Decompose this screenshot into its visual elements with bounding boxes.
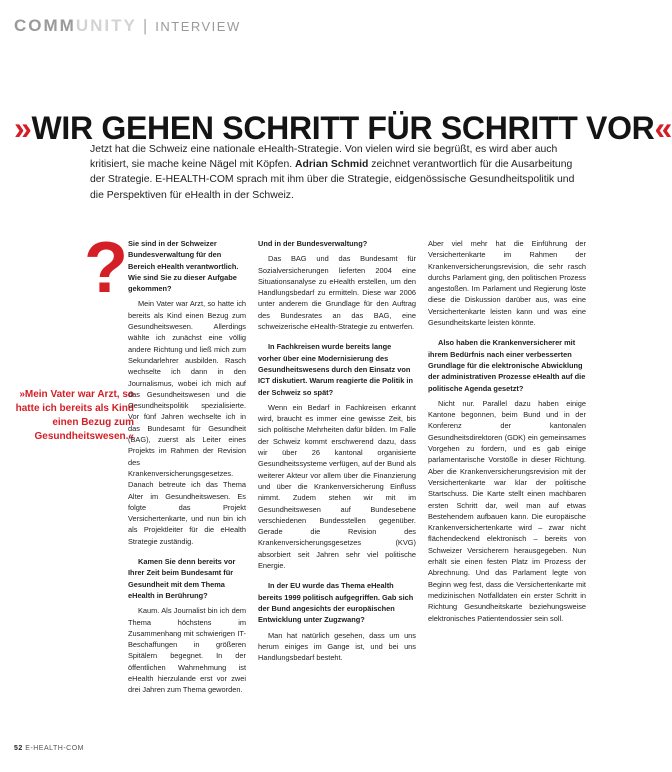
question-mark-graphic: ? — [84, 228, 128, 308]
section-divider: | — [142, 16, 150, 35]
answer: Man hat natürlich gesehen, dass um uns herum einiges im Gange ist, und bei uns Handlungsbedarf besteht. — [258, 630, 416, 663]
answer: Das BAG und das Bundesamt für Sozialversicherungen lieferten 2004 eine Situationsanalyse zu eHealth erstellen, um den Handlungsbedarf zu ermitteln. Diese war 2006 unter anderem die Grundlage für den Auftrag des Bundesrates an das BAG, eine schweizerische eHealth-Strategie zu entwerfen. — [258, 254, 416, 332]
page-footer — [14, 745, 84, 752]
subsection-label: INTERVIEW — [155, 19, 241, 34]
question: Und in der Bundesverwaltung? — [258, 239, 368, 248]
headline-text: WIR GEHEN SCHRITT FÜR SCHRITT VOR — [31, 110, 655, 146]
lead-text-1: Jetzt hat die Schweiz eine nationale eHealth-Strategie. Von vielen wird sie begrüßt, es wird aber auch kritisiert, sie mache keine Nägel mit Köpfen. — [90, 144, 558, 171]
section-name-bold: COMM — [14, 16, 76, 35]
answer: Mein Vater war Arzt, so hatte ich bereits als Kind einen Bezug zum Gesundheitswesen. Allerdings wählte ich zunächst eine völlig andere Richtung und ließ mich zum Sekundarlehrer ausbilden. Rasch wechselte ich dann in den Journalismus, wobei ich mich auf das Gesundheitswesen und die Gesundheitspolitik spezialisierte. Vor fünf Jahren wechselte ich in das Bundesamt für Gesundheit (BAG), zuerst als Leiter eines Projekts im Rahmen der Revision des Krankenversicherungsgesetzes. Danach betreute ich das Thema Alter im Gesundheitswesen. Es folgte das Projekt Versichertenkarte, und nun bin ich als Projektleiter für die eHealth Strategie zuständig. — [128, 299, 246, 546]
answer: Wenn ein Bedarf in Fachkreisen erkannt wird, braucht es immer eine gewisse Zeit, bis sich politische Mehrheiten dafür bilden. Im Falle der Schweiz kommt erschwerend dazu, dass wir über 26 kantonal organisierte Gesundheitssysteme verfügen, auf der Bund als weiterer Akteur vor allem über die Finanzierung und über die Krankenversicherung Einfluss nimmt. Zudem stehen wir mit im Gesundheitswesen auf Bundesebene verschiedenen Bundesstellen gegenüber. Gerade die Revision des Krankenversicherungsgesetzes (KVG) absorbiert seit Jahren sehr viel politische Energie. — [258, 402, 416, 571]
lead-paragraph — [90, 142, 586, 203]
column-2 — [258, 238, 416, 663]
headline-open-quote: » — [14, 110, 32, 146]
lead-text-2: zeichnet verantwortlich für die Ausarbeitung der Strategie. E-HEALTH-COM sprach mit ihm über die Strategie, eidgenössische Gesundheitspolitik und die Perspektiven für eHealth in der Schweiz. — [90, 159, 575, 201]
question: Sie sind in der Schweizer Bundesverwaltung für den Bereich eHealth verantwortlich. Wie sind Sie zu dieser Aufgabe gekommen? — [128, 239, 239, 294]
pull-quote: »Mein Vater war Arzt, so hatte ich bereits als Kind einen Bezug zum Gesundheitswesen.« — [15, 389, 134, 442]
answer: Nicht nur. Parallel dazu haben einige Kantone begonnen, beim Bund und in der Konferenz der kantonalen Gesundheitsdirektoren (GDK) ein gemeinsames Vorgehen zu fordern, und es gab einige parlamentarische Vorstöße in dieser Richtung. Aber die Krankenversicherungsrevision mit der Versichertenkarte war klar der politische Startschuss. Die Karte stellt einen machbaren ersten Schritt dar, weil man auf etwas Bestehendem aufbauen kann. Die europäische Krankenversichertenkarte wird – zwar nicht flächendeckend elektronisch – bereits von Schweizer Versicherern herausgegeben. Nun erhält sie einen festen Platz im Prozess der Abrechnung. Und das Parlament legte von Beginn weg fest, dass die Versichertenkarte mit medizinischen Notfalldaten ein erster Schritt in Richtung Gesundheitskarte beziehungsweise elektronisches Patientendossier sein soll. — [428, 398, 586, 623]
section-tag — [14, 16, 241, 36]
lead-interviewee-name: Adrian Schmid — [295, 159, 369, 171]
question: Kamen Sie denn bereits vor Ihrer Zeit beim Bundesamt für Gesundheit mit dem Thema eHealth in Berührung? — [128, 557, 236, 600]
column-1 — [128, 238, 246, 696]
page-number: 52 — [14, 745, 23, 752]
answer: Aber viel mehr hat die Einführung der Versichertenkarte im Rahmen der Krankenversicherungsrevision, die sehr rasch durchs Parlament ging, den politischen Prozess angestoßen. Im Parlament und Regierung löste diese die Diskussion darüber aus, was eine Versichertenkarte leisten kann und was eine Gesundheitskarte leisten könnte. — [428, 239, 586, 328]
headline-close-quote: « — [654, 110, 672, 146]
section-name-light: UNITY — [75, 16, 137, 35]
magazine-name: E-HEALTH-COM — [25, 745, 85, 752]
answer: Kaum. Als Journalist bin ich dem Thema höchstens im Zusammenhang mit schwierigen IT-Beschaffungen in größeren Spitälern begegnet. In der öffentlichen Wahrnehmung ist eHealth hierzulande erst vor zwei drei Jahren zum Thema geworden. — [128, 606, 246, 695]
question: In der EU wurde das Thema eHealth bereits 1999 politisch aufgegriffen. Gab sich der Bund angesichts der europäischen Entwicklung unter Zugzwang? — [258, 581, 414, 625]
column-3 — [428, 238, 586, 624]
question: Also haben die Krankenversicherer mit ihrem Bedürfnis nach einer verbesserten Grundlage für die elektronische Abwicklung der administrativen Prozesse eHealth auf die politische Agenda gesetzt? — [428, 338, 586, 393]
question: In Fachkreisen wurde bereits lange vorher über eine Modernisierung des Gesundheitswesens durch den Einsatz von ICT diskutiert. Warum reagierte die Politik in der Schweiz so spät? — [258, 342, 413, 397]
